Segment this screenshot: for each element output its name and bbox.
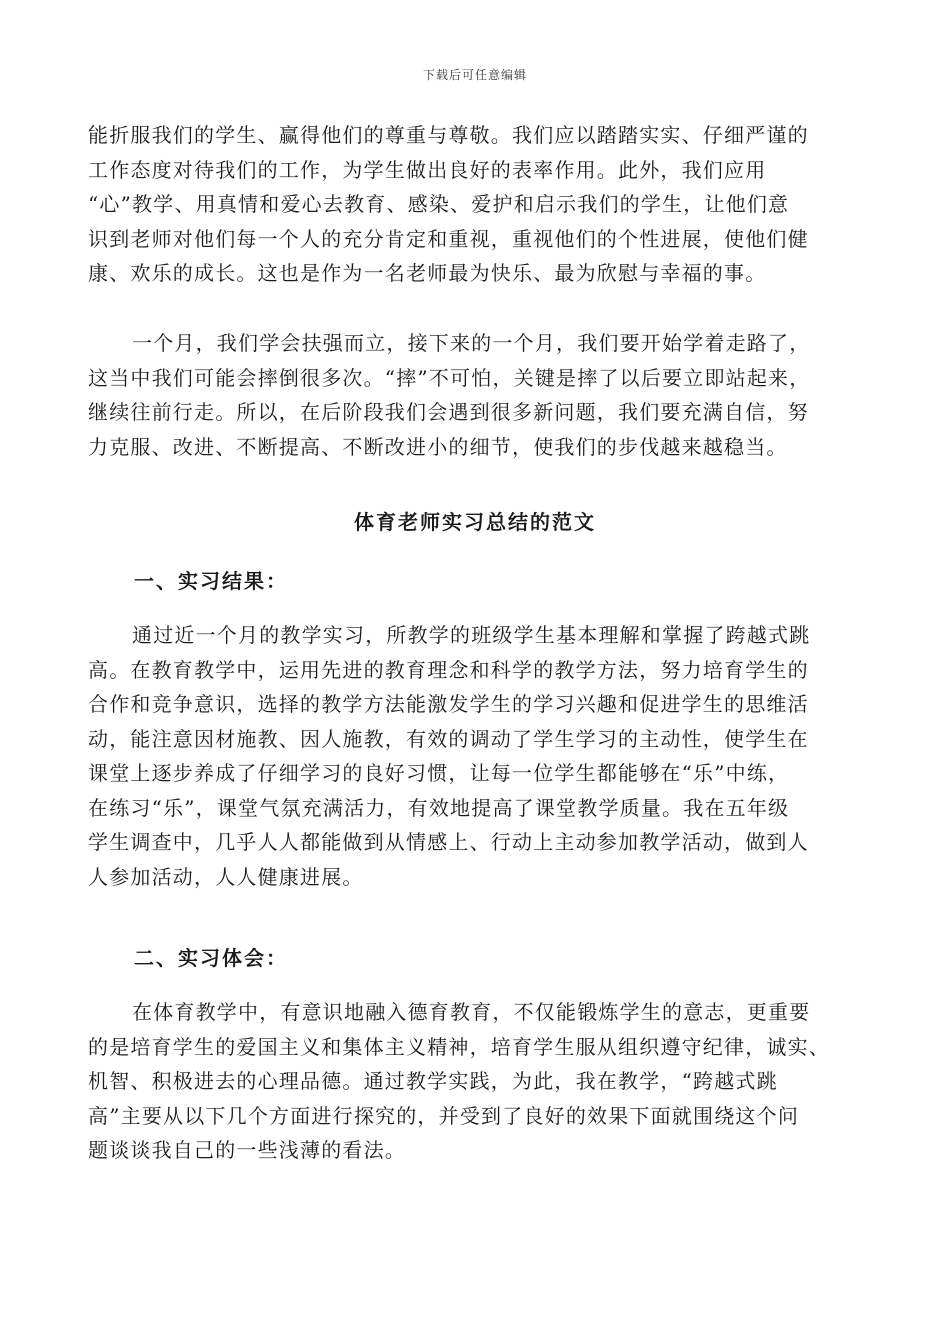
text-line: 高。在教育教学中，运用先进的教育理念和科学的教学方法，努力培育学生的 (88, 657, 809, 682)
text-line: 题谈谈我自己的一些浅薄的看法。 (88, 1138, 406, 1162)
text-line: 在练习“乐”，课堂气氛充满活力，有效地提高了课堂教学质量。我在五年级 (88, 795, 790, 820)
text-line: 合作和竞争意识，选择的教学方法能激发学生的学习兴趣和促进学生的思维活 (88, 692, 809, 716)
text-line: 人参加活动，人人健康进展。 (88, 864, 364, 889)
text-line: 一个月，我们学会扶强而立，接下来的一个月，我们要开始学着走路了， (132, 331, 811, 355)
text-line: 课堂上逐步养成了仔细学习的良好习惯，让每一位学生都能够在“乐”中练， (88, 761, 790, 785)
text-line: 在体育教学中，有意识地融入德育教育，不仅能锻炼学生的意志，更重要 (132, 1000, 811, 1024)
text-line: 力克服、改进、不断提高、不断改进小的细节，使我们的步伐越来越稳当。 (88, 434, 788, 459)
text-line: 动，能注意因材施教、因人施教，有效的调动了学生学习的主动性，使学生在 (88, 726, 809, 751)
text-line: 这当中我们可能会摔倒很多次。“摔”不可怕，关键是摔了以后要立即站起来， (88, 365, 811, 390)
text-line: 能折服我们的学生、赢得他们的尊重与尊敬。我们应以踏踏实实、仔细严谨的 (88, 123, 809, 147)
text-line: 通过近一个月的教学实习，所教学的班级学生基本理解和掌握了跨越式跳 (132, 623, 811, 647)
text-line: 工作态度对待我们的工作，为学生做出良好的表率作用。此外，我们应用 (88, 157, 767, 182)
paragraph-continuation (88, 118, 858, 291)
heading-internship-experience: 二、实习体会： (134, 946, 288, 970)
heading-internship-results: 一、实习结果： (134, 569, 288, 593)
text-line: 机智、积极进去的心理品德。通过教学实践，为此，我在教学，“跨越式跳 (88, 1069, 778, 1093)
text-line: 康、欢乐的成长。这也是作为一名老师最为快乐、最为欣慰与幸福的事。 (88, 261, 767, 285)
text-line: 继续往前行走。所以，在后阶段我们会遇到很多新问题，我们要充满自信，努 (88, 400, 809, 424)
paragraph-results (88, 618, 858, 894)
text-line: 学生调查中，几乎人人都能做到从情感上、行动上主动参加教学活动，做到人 (88, 830, 809, 854)
paragraph-one-month (88, 326, 858, 464)
text-line: 识到老师对他们每一个人的充分肯定和重视，重视他们的个性进展，使他们健 (88, 226, 809, 251)
text-line: 的是培育学生的爱国主义和集体主义精神，培育学生服从组织遵守纪律，诚实、 (88, 1034, 830, 1059)
paragraph-experience (88, 995, 858, 1168)
text-line: 高”主要从以下几个方面进行探究的，并受到了良好的效果下面就围绕这个问 (88, 1103, 800, 1128)
section-title: 体育老师实习总结的范文 (354, 510, 596, 534)
page-header-note: 下载后可任意编辑 (422, 68, 527, 82)
text-line: “心”教学、用真情和爱心去教育、感染、爱护和启示我们的学生，让他们意 (88, 192, 790, 216)
